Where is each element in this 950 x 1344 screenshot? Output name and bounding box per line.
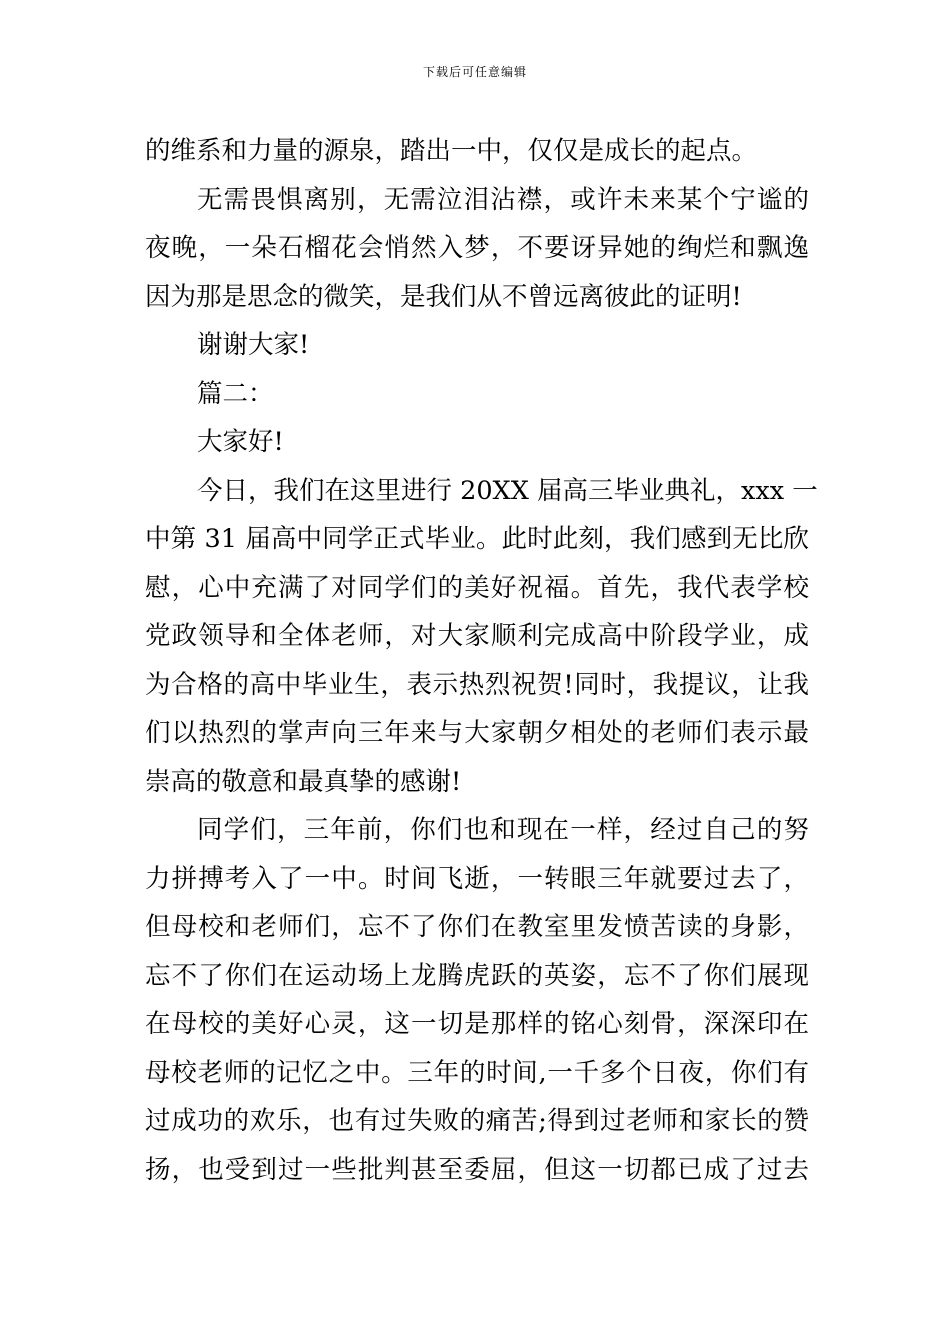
text-line: 因为那是思念的微笑，是我们从不曾远离彼此的证明!	[145, 281, 742, 312]
text-line: 但母校和老师们，忘不了你们在教室里发愤苦读的身影，	[145, 912, 809, 942]
text-line: 夜晚，一朵石榴花会悄然入梦，不要讶异她的绚烂和飘逸	[145, 233, 809, 263]
text-line: 们以热烈的掌声向三年来与大家朝夕相处的老师们表示最	[145, 718, 809, 748]
document-body	[145, 127, 818, 1194]
text-line: 无需畏惧离别，无需泣泪沾襟，或许未来某个宁谧的	[197, 184, 809, 215]
text-line: 中第 31 届高中同学正式毕业。此时此刻，我们感到无比欣	[145, 524, 809, 554]
text-line: 篇二：	[197, 378, 274, 409]
text-line: 今日，我们在这里进行 20XX 届高三毕业典礼，xxx 一	[197, 475, 818, 506]
page-header: 下载后可任意编辑	[422, 65, 527, 79]
text-line: 慰，心中充满了对同学们的美好祝福。首先，我代表学校	[145, 572, 809, 603]
text-line: 谢谢大家!	[197, 330, 310, 360]
text-line: 的维系和力量的源泉，踏出一中，仅仅是成长的起点。	[145, 136, 758, 166]
text-line: 扬，也受到过一些批判甚至委屈，但这一切都已成了过去	[145, 1154, 809, 1185]
text-line: 过成功的欢乐，也有过失败的痛苦;得到过老师和家长的赞	[145, 1106, 809, 1136]
text-line: 母校老师的记忆之中。三年的时间,一千多个日夜，你们有	[145, 1057, 809, 1088]
text-line: 大家好!	[197, 427, 284, 457]
text-line: 党政领导和全体老师，对大家顺利完成高中阶段学业，成	[145, 621, 809, 651]
text-line: 忘不了你们在运动场上龙腾虎跃的英姿，忘不了你们展现	[145, 960, 809, 991]
text-line: 崇高的敬意和最真挚的感谢!	[145, 766, 462, 797]
text-line: 同学们，三年前，你们也和现在一样，经过自己的努	[197, 815, 809, 845]
text-line: 力拼搏考入了一中。时间飞逝，一转眼三年就要过去了，	[145, 863, 809, 894]
text-line: 在母校的美好心灵，这一切是那样的铭心刻骨，深深印在	[145, 1009, 809, 1039]
text-line: 为合格的高中毕业生，表示热烈祝贺!同时，我提议，让我	[145, 669, 809, 700]
